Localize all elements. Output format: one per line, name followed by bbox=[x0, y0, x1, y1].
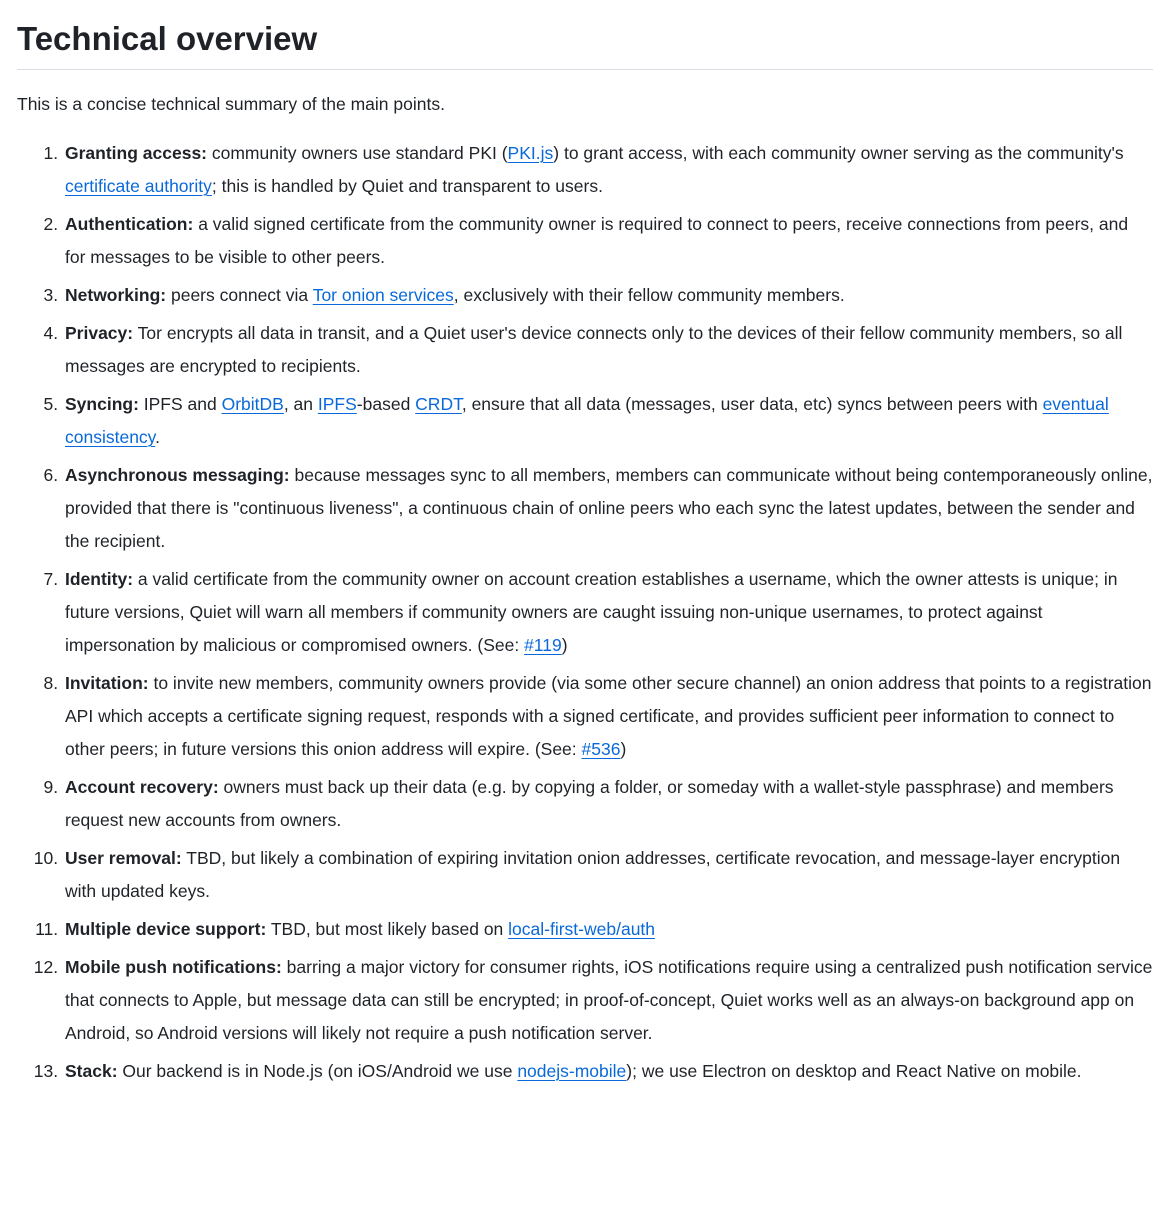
item-label: Syncing: bbox=[65, 394, 139, 414]
inline-link[interactable]: certificate authority bbox=[65, 176, 212, 196]
inline-link[interactable]: Tor onion services bbox=[312, 285, 454, 305]
list-item: 5. Syncing: IPFS and OrbitDB, an IPFS-based CRDT, ensure that all data (messages, user data, etc) syncs between peers with eventual consistency. bbox=[63, 388, 1153, 454]
list-item: 9. Account recovery: owners must back up their data (e.g. by copying a folder, or someday with a wallet-style passphrase) and members request new accounts from owners. bbox=[63, 771, 1153, 837]
list-item: 6. Asynchronous messaging: because messages sync to all members, members can communicate without being contemporaneously online, provided that there is "continuous liveness", a continuous chain of online peers who each sync the latest updates, between the sender and the recipient. bbox=[63, 459, 1153, 558]
inline-link[interactable]: #536 bbox=[581, 739, 621, 759]
list-item: 11. Multiple device support: TBD, but most likely based on local-first-web/auth bbox=[63, 913, 1153, 946]
item-label: Granting access: bbox=[65, 143, 207, 163]
item-label: Invitation: bbox=[65, 673, 149, 693]
item-label: Mobile push notifications: bbox=[65, 957, 282, 977]
item-label: Networking: bbox=[65, 285, 167, 305]
item-label: Identity: bbox=[65, 569, 134, 589]
list-item: 4. Privacy: Tor encrypts all data in transit, and a Quiet user's device connects only to the devices of their fellow community members, so all messages are encrypted to recipients. bbox=[63, 317, 1153, 383]
inline-link[interactable]: eventual consistency bbox=[65, 394, 1109, 447]
list-item: 10. User removal: TBD, but likely a combination of expiring invitation onion addresses, certificate revocation, and message-layer encryption with updated keys. bbox=[63, 842, 1153, 908]
list-item: 13. Stack: Our backend is in Node.js (on iOS/Android we use nodejs-mobile); we use Electron on desktop and React Native on mobile. bbox=[63, 1055, 1153, 1088]
page-title: Technical overview bbox=[17, 18, 1153, 70]
list-item: 12. Mobile push notifications: barring a major victory for consumer rights, iOS notifications require using a centralized push notification service that connects to Apple, but message data can still be encrypted; in proof-of-concept, Quiet works well as an always-on background app on Android, so Android versions will likely not require a push notification server. bbox=[63, 951, 1153, 1050]
item-label: Privacy: bbox=[65, 323, 134, 343]
item-label: Asynchronous messaging: bbox=[65, 465, 290, 485]
inline-link[interactable]: nodejs-mobile bbox=[517, 1061, 627, 1081]
inline-link[interactable]: PKI.js bbox=[507, 143, 554, 163]
inline-link[interactable]: IPFS bbox=[317, 394, 357, 414]
list-item: 8. Invitation: to invite new members, community owners provide (via some other secure channel) an onion address that points to a registration API which accepts a certificate signing request, responds with a signed certificate, and provides sufficient peer information to connect to other peers; in future versions this onion address will expire. (See: #536) bbox=[63, 667, 1153, 766]
item-label: Multiple device support: bbox=[65, 919, 267, 939]
list-item: 3. Networking: peers connect via Tor onion services, exclusively with their fellow community members. bbox=[63, 279, 1153, 312]
inline-link[interactable]: CRDT bbox=[415, 394, 462, 414]
technical-points-list bbox=[17, 137, 1153, 1088]
list-item: 1. Granting access: community owners use standard PKI (PKI.js) to grant access, with each community owner serving as the community's certificate authority; this is handled by Quiet and transparent to users. bbox=[63, 137, 1153, 203]
item-label: Stack: bbox=[65, 1061, 118, 1081]
inline-link[interactable]: local-first-web/auth bbox=[508, 919, 656, 939]
inline-link[interactable]: #119 bbox=[524, 635, 562, 655]
item-label: User removal: bbox=[65, 848, 182, 868]
item-label: Account recovery: bbox=[65, 777, 219, 797]
inline-link[interactable]: OrbitDB bbox=[221, 394, 284, 414]
list-item: 7. Identity: a valid certificate from the community owner on account creation establishes a username, which the owner attests is unique; in future versions, Quiet will warn all members if community owners are caught issuing non-unique usernames, to protect against impersonation by malicious or compromised owners. (See: #119) bbox=[63, 563, 1153, 662]
intro-paragraph: This is a concise technical summary of the main points. bbox=[17, 94, 445, 114]
item-label: Authentication: bbox=[65, 214, 194, 234]
list-item: 2. Authentication: a valid signed certificate from the community owner is required to connect to peers, receive connections from peers, and for messages to be visible to other peers. bbox=[63, 208, 1153, 274]
